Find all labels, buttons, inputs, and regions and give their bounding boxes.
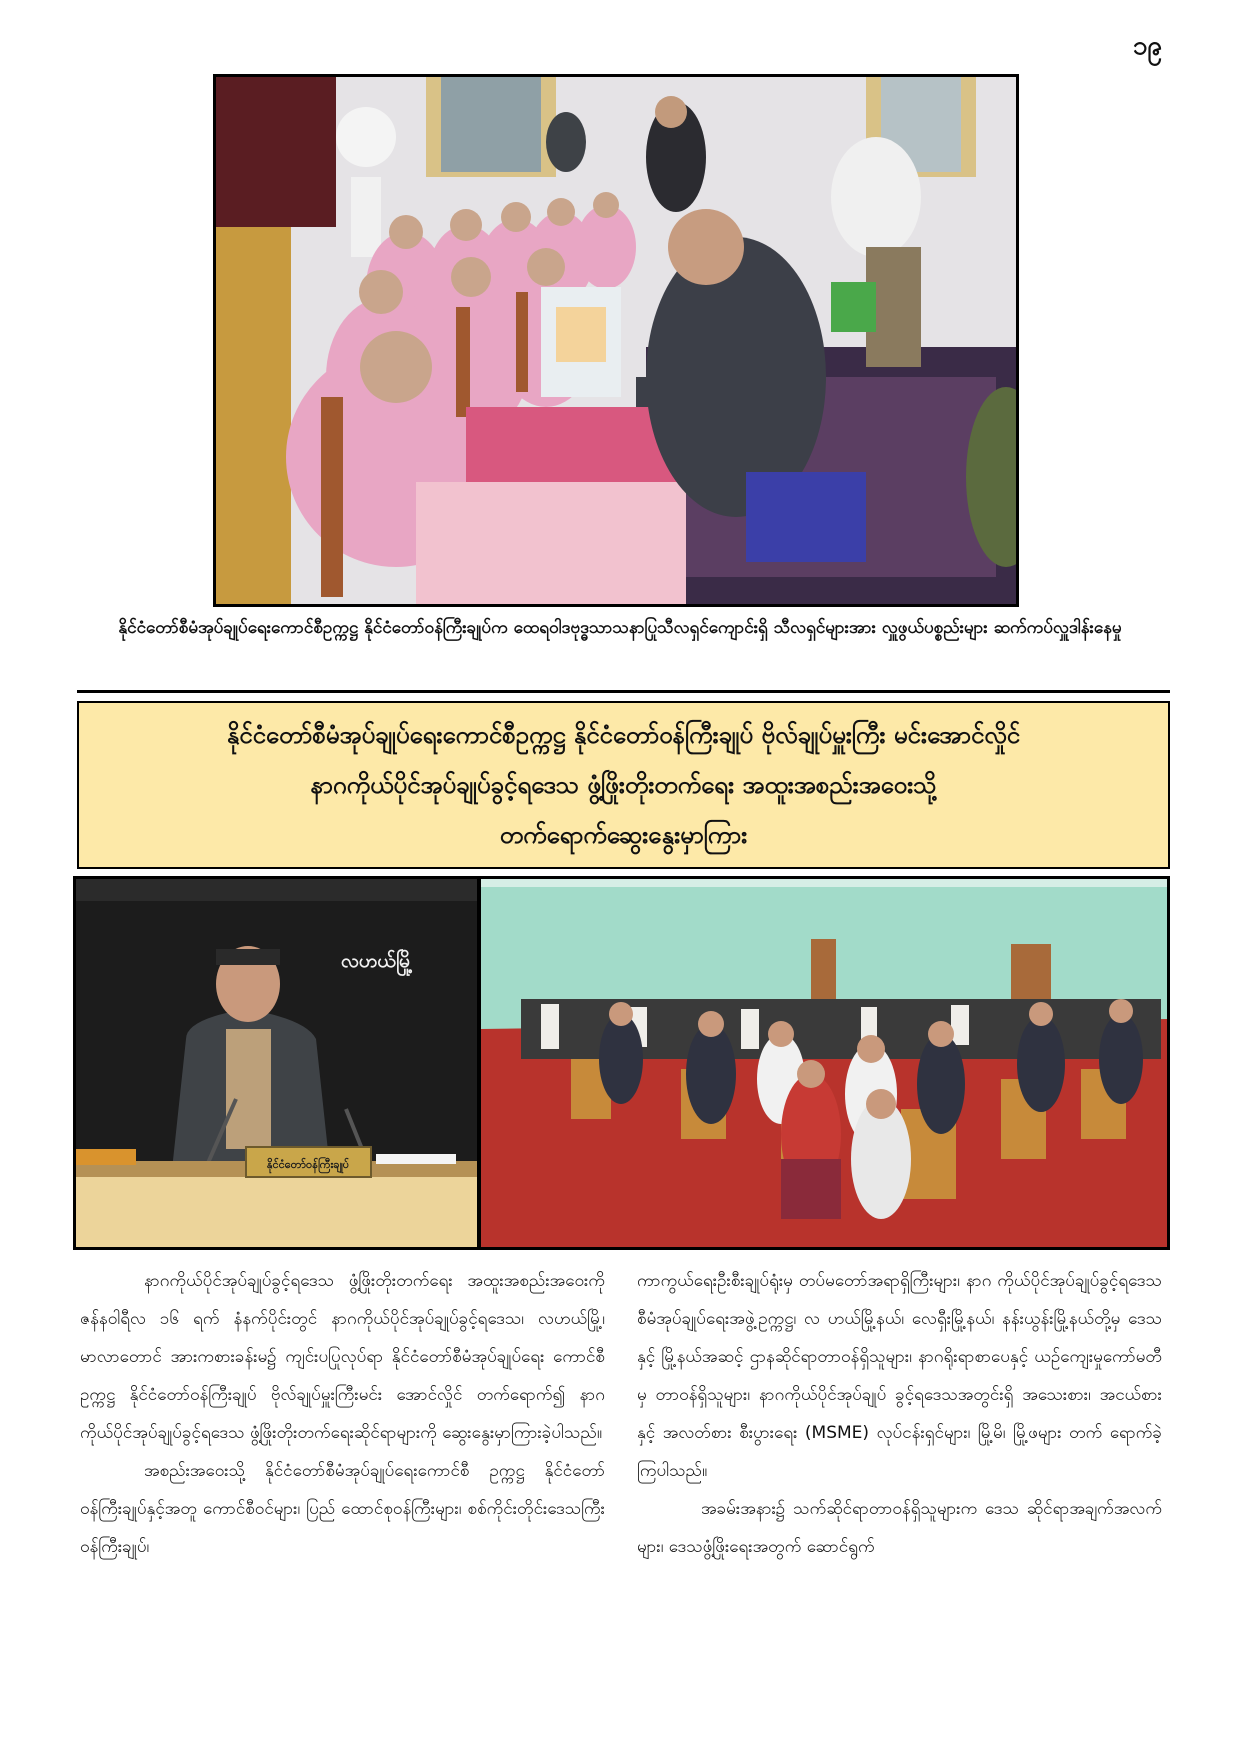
photo-caption: နိုင်ငံတော်စီမံအုပ်ချုပ်ရေးကောင်စီဥက္ကဋ္ဌ နိုင်ငံတော်ဝန်ကြီးချုပ်က ထေရဝါဒဗုဒ္ဓသာသနာပြုသီလရှင်ကျောင်းရှိ သီလရှင်များအား လှူဖွယ်ပစ္စည်းများ ဆက်ကပ်လှူဒါန်းနေမှု [118, 618, 1122, 638]
body-column-right [637, 1262, 1162, 1566]
nameplate-text: နိုင်ငံတော်ဝန်ကြီးချုပ် [266, 1158, 350, 1171]
page-number: ၁၉ [1132, 31, 1162, 61]
banner-text: လဟယ်မြို့ [341, 950, 413, 972]
body-paragraph: အစည်းအဝေးသို့ နိုင်ငံတော်စီမံအုပ်ချုပ်ရေးကောင်စီ ဥက္ကဋ္ဌ နိုင်ငံတော်ဝန်ကြီးချုပ်နှင့်အတူ ကောင်စီဝင်များ၊ ပြည် ထောင်စုဝန်ကြီးများ၊ စစ်ကိုင်းတိုင်းဒေသကြီး ဝန်ကြီးချုပ်၊ [80, 1461, 605, 1557]
body-paragraph: နာဂကိုယ်ပိုင်အုပ်ချုပ်ခွင့်ရဒေသ ဖွံ့ဖြိုးတိုးတက်ရေး အထူးအစည်းအဝေးကို ဇန်နဝါရီလ ၁၆ ရက် နံနက်ပိုင်းတွင် နာဂကိုယ်ပိုင်အုပ်ချုပ်ခွင့်ရဒေသ၊ လဟယ်မြို့၊ မာလာတောင် အားကစားခန်းမ၌ ကျင်းပပြုလုပ်ရာ နိုင်ငံတော်စီမံအုပ်ချုပ်ရေး ကောင်စီဥက္ကဋ္ဌ နိုင်ငံတော်ဝန်ကြီးချုပ် ဗိုလ်ချုပ်မှူးကြီးမင်း အောင်လှိုင် တက်ရောက်၍ နာဂကိုယ်ပိုင်အုပ်ချုပ်ခွင့်ရဒေသ ဖွံ့ဖြိုးတိုးတက်ရေးဆိုင်ရာများကို ဆွေးနွေးမှာကြားခဲ့ပါသည်။ [80, 1271, 605, 1443]
body-column-left [80, 1262, 605, 1566]
headline-box [77, 701, 1170, 869]
speaker-photo [76, 879, 477, 1247]
body-paragraph: ကာကွယ်ရေးဦးစီးချုပ်ရုံးမှ တပ်မတော်အရာရှိကြီးများ၊ နာဂ ကိုယ်ပိုင်အုပ်ချုပ်ခွင့်ရဒေသ စီမံအုပ်ချုပ်ရေးအဖွဲ့ဥက္ကဋ္ဌ၊ လ ဟယ်မြို့နယ်၊ လေရှီးမြို့နယ်၊ နန်းယွန်းမြို့နယ်တို့မှ ဒေသနှင့် မြို့နယ်အဆင့် ဌာနဆိုင်ရာတာဝန်ရှိသူများ၊ နာဂရိုးရာစာပေနှင့် ယဉ်ကျေးမှုကော်မတီမှ တာဝန်ရှိသူများ၊ နာဂကိုယ်ပိုင်အုပ်ချုပ် ခွင့်ရဒေသအတွင်းရှိ အသေးစား၊ အငယ်စားနှင့် အလတ်စား စီးပွားရေး (MSME) လုပ်ငန်းရှင်များ၊ မြို့မိ၊ မြို့ဖများ တက် ရောက်ခဲ့ကြပါသည်။ [637, 1271, 1162, 1481]
headline-line-1: နိုင်ငံတော်စီမံအုပ်ချုပ်ရေးကောင်စီဥက္ကဋ္ဌ နိုင်ငံတော်ဝန်ကြီးချုပ် ဗိုလ်ချုပ်မှူးကြီး မင်းအောင်လှိုင် [226, 721, 1021, 749]
section-divider [77, 690, 1170, 693]
headline-line-3: တက်ရောက်ဆွေးနွေးမှာကြား [499, 821, 748, 849]
headline-line-2: နာဂကိုယ်ပိုင်အုပ်ချုပ်ခွင့်ရဒေသ ဖွံ့ဖြိုးတိုးတက်ရေး အထူးအစည်းအဝေးသို့ [310, 771, 937, 799]
audience-photo [481, 879, 1167, 1247]
donation-ceremony-photo [213, 74, 1019, 607]
body-paragraph: အခမ်းအနား၌ သက်ဆိုင်ရာတာဝန်ရှိသူများက ဒေသ ဆိုင်ရာအချက်အလက်များ၊ ဒေသဖွံ့ဖြိုးရေးအတွက် ဆောင်ရွက် [637, 1499, 1162, 1557]
